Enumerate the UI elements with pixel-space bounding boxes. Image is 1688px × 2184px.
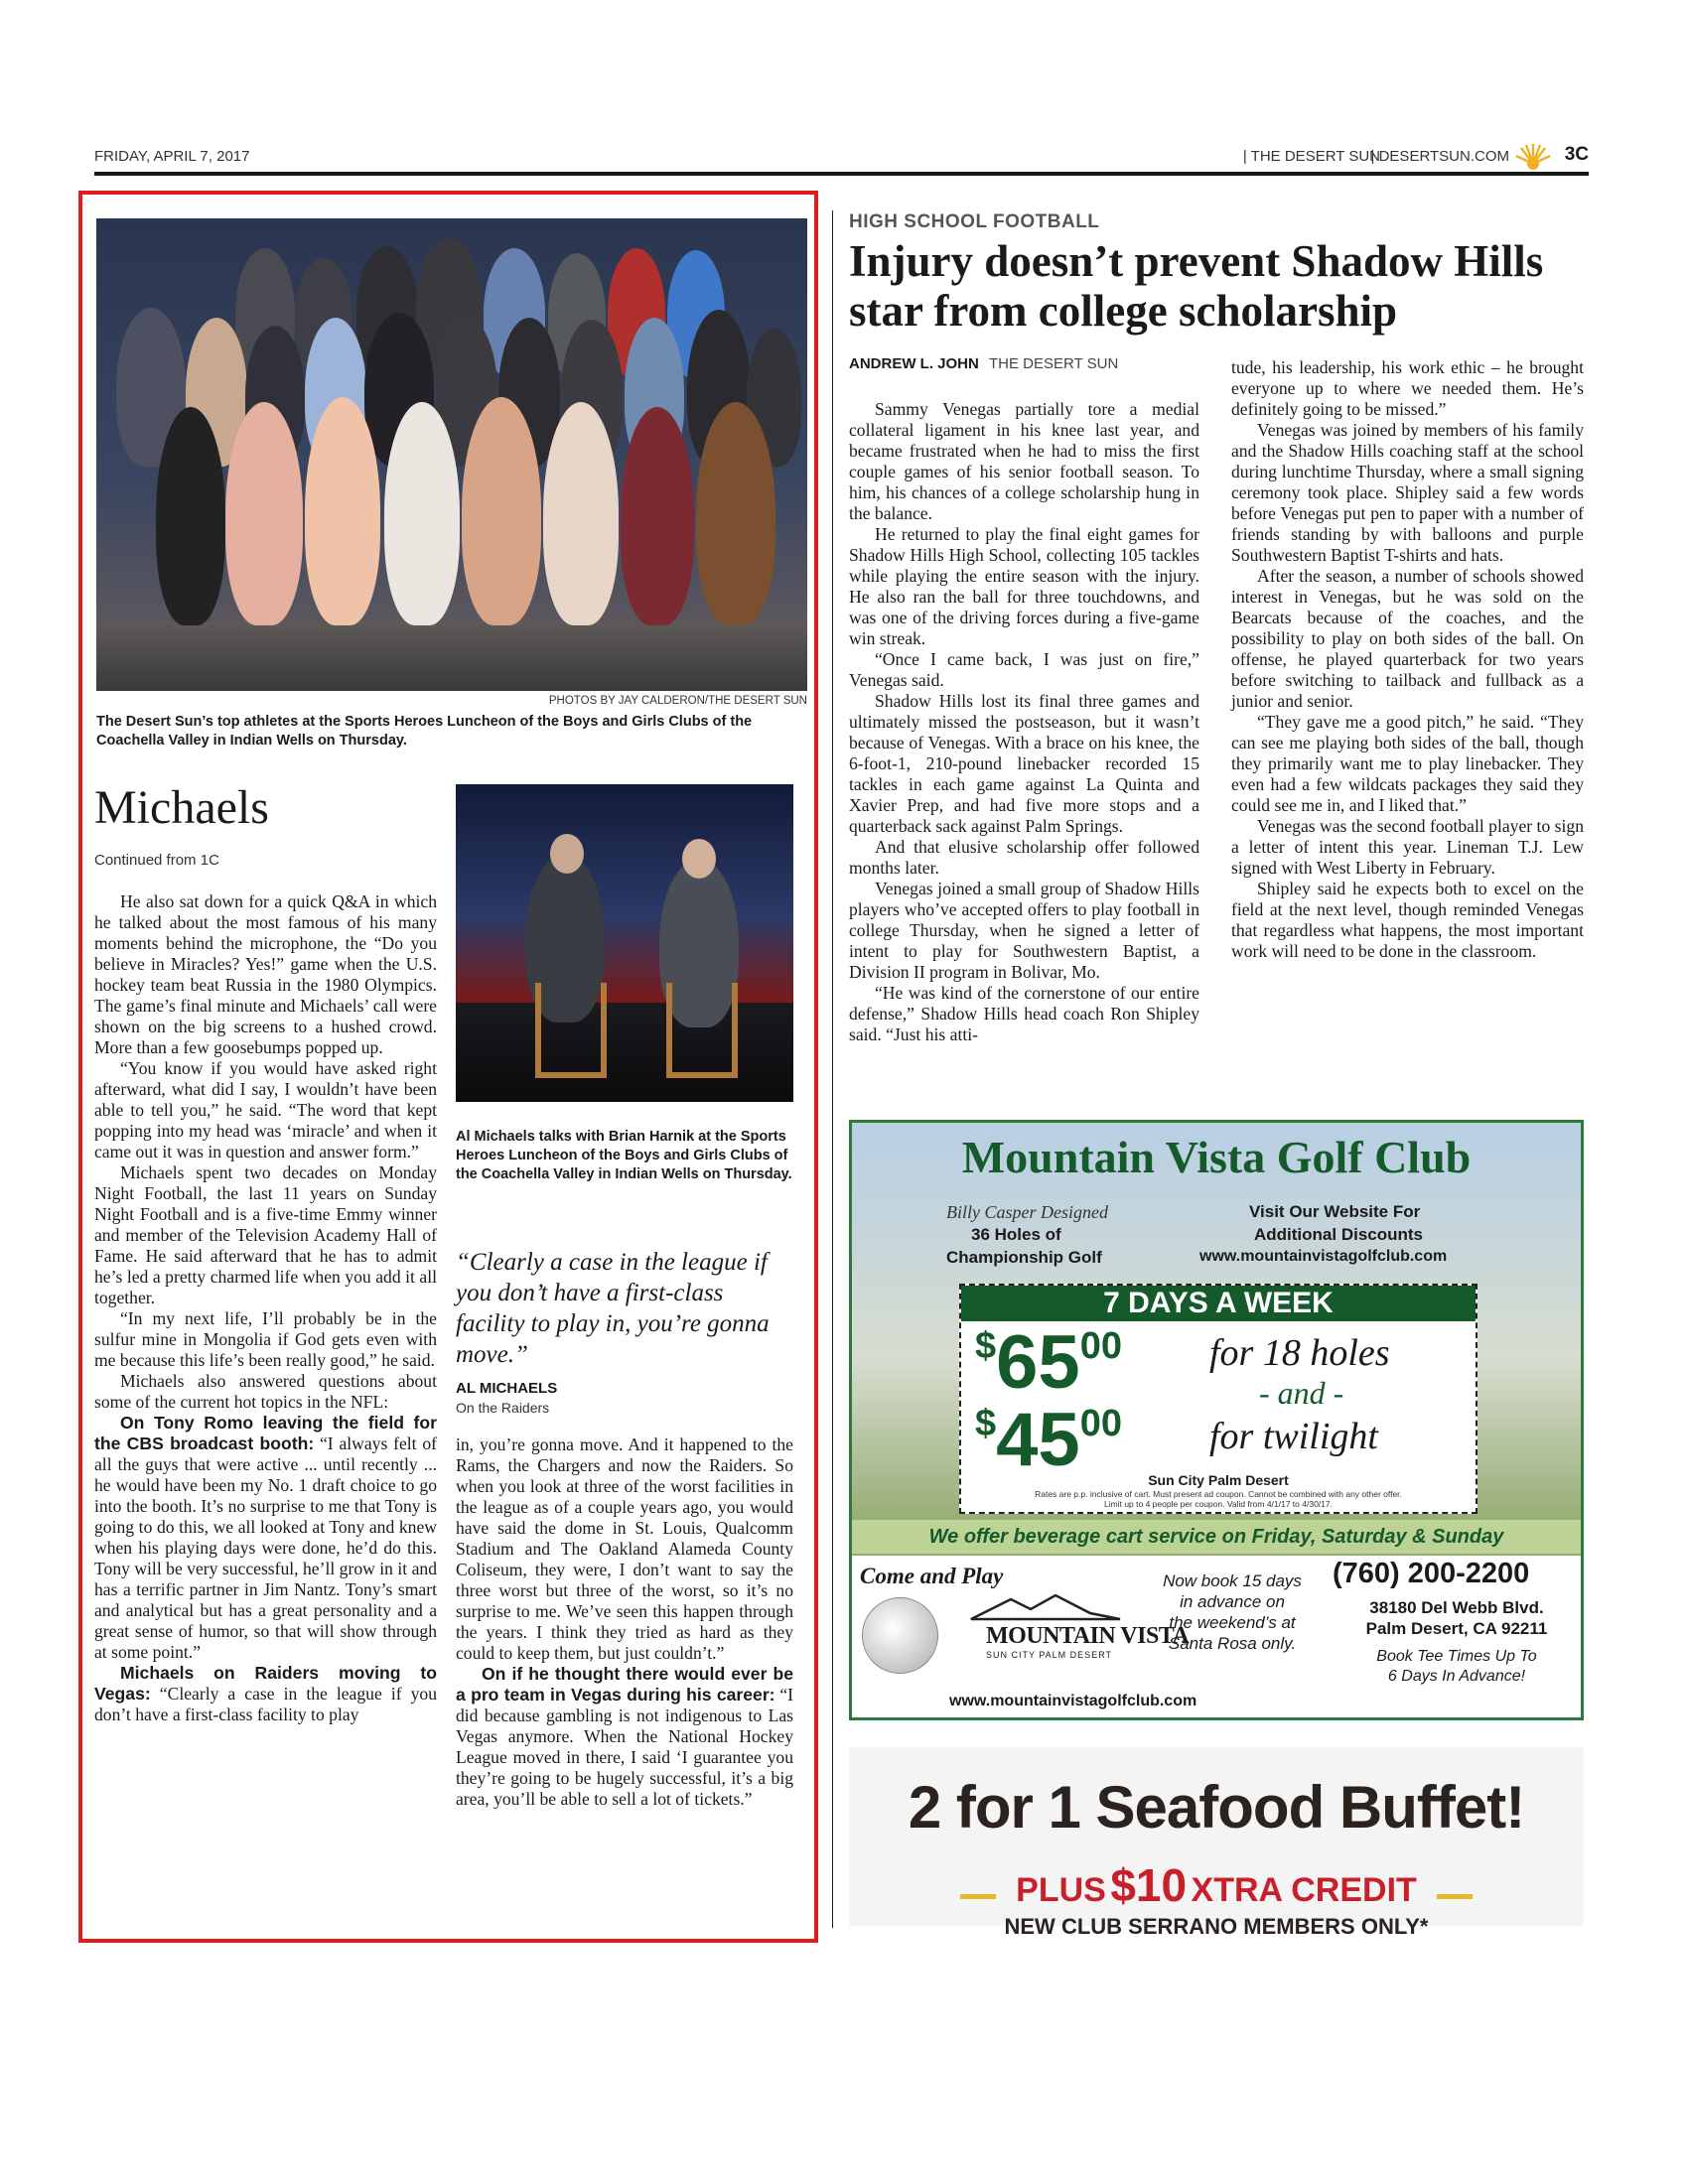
qa-subhead: On Tony Romo leaving the field for the CBS broadcast booth:	[94, 1413, 437, 1453]
sun-logo-icon	[1515, 142, 1551, 168]
story-headline: Michaels	[94, 781, 269, 834]
michaels-column-1	[94, 891, 437, 1725]
publication-name: | THE DESERT SUN	[1242, 148, 1380, 165]
athletes-group-photo	[96, 218, 807, 691]
gold-dash	[1437, 1894, 1473, 1899]
golf-championship: Championship Golf	[946, 1248, 1102, 1267]
paragraph: Venegas was joined by members of his family and the Shadow Hills coaching staff at the school during lunchtime Thursday, where a small signing ceremony took place. Shipley said a few words before Venegas put pen to paper with a number of friends standing by with balloons and purple Southwestern Baptist T-shirts and hats.	[1231, 420, 1584, 565]
seafood-headline: 2 for 1 Seafood Buffet!	[908, 1774, 1525, 1841]
seafood-amount: $10	[1110, 1859, 1188, 1911]
pull-quote-name: AL MICHAELS	[456, 1380, 558, 1397]
fine-print-line: Rates are p.p. inclusive of cart. Must present ad coupon. Cannot be combined with any other offer.	[1035, 1489, 1402, 1499]
continued-label: Continued from 1C	[94, 852, 219, 869]
mountain-logo-icon	[971, 1593, 1120, 1621]
price-cents: 00	[1079, 1403, 1122, 1444]
tee-line: 6 Days In Advance!	[1387, 1668, 1526, 1685]
issue-date: FRIDAY, APRIL 7, 2017	[94, 148, 250, 165]
paragraph: Sammy Venegas partially tore a medial collateral ligament in his knee last year, and became frustrated when he had to miss the first couple games of his senior football season. To him, his chances of a college scholarship hung in the balance.	[849, 399, 1199, 523]
paragraph: Michaels also answered questions about some of the current hot topics in the NFL:	[94, 1371, 437, 1412]
golf-logo-sub: SUN CITY PALM DESERT	[986, 1650, 1113, 1660]
price-whole: 65	[996, 1320, 1080, 1405]
golf-visit: Visit Our Website For	[1249, 1202, 1421, 1221]
page-header	[94, 144, 1589, 172]
golf-tee-note	[1338, 1647, 1575, 1687]
golf-coupon[interactable]	[959, 1284, 1477, 1514]
seafood-offer	[849, 1858, 1584, 1912]
qa-subhead: On if he thought there would ever be a pro team in Vegas during his career:	[456, 1664, 793, 1705]
golf-ad-footer	[852, 1556, 1581, 1717]
golf-ad-title: Mountain Vista Golf Club	[961, 1132, 1472, 1182]
golf-ball-icon	[862, 1597, 938, 1674]
dollar-sign: $	[975, 1403, 997, 1444]
top-photo-credit: PHOTOS BY JAY CALDERON/THE DESERT SUN	[548, 695, 807, 707]
football-column-1	[849, 399, 1199, 1045]
byline-org: THE DESERT SUN	[989, 355, 1119, 372]
paragraph: Shipley said he expects both to excel on the field at the next level, though reminded Venegas that regardless what happens, the most important work will need to be done in the classroom.	[1231, 879, 1584, 961]
paragraph: “In my next life, I’ll probably be in the sulfur mine in Mongolia if God gets even with me because this life’s been really good,” he said.	[94, 1308, 437, 1370]
michaels-photo-caption: Al Michaels talks with Brian Harnik at the Sports Heroes Luncheon of the Boys and Girls Clubs of the Coachella Valley in Indian Wells on Thursday.	[456, 1129, 792, 1182]
byline	[849, 355, 1118, 372]
top-photo-caption: The Desert Sun’s top athletes at the Sports Heroes Luncheon of the Boys and Girls Clubs of the Coachella Valley in Indian Wells on Thursday.	[96, 714, 753, 749]
golf-days-banner: 7 DAYS A WEEK	[961, 1286, 1476, 1321]
golf-location: Sun City Palm Desert	[1148, 1472, 1289, 1488]
paragraph: After the season, a number of schools showed interest in Venegas, but he was sold on the Bearcats because of the coaches, and the possibility to play on both sides of the ball. On offense, he played quarterback for two years before switching to tailback and fullback as a junior and senior.	[1231, 566, 1584, 711]
qa-answer: “Clearly a case in the league if you don’t have a first-class facility to play	[94, 1684, 437, 1724]
qa-answer: “I always felt of all the guys that were active ... until recently ... he would have been my No. 1 draft choice to go into the booth. It’s no surprise to me that Tony is going to do this, we all looked at Tony and knew when his playing days were done, he’d do this. Tony will be very successful, he’ll grow in it and has a terrific partner in Jim Nantz. Tony’s smart and analytical but has a great personality and a great sense of humor, so that will show through at some point.”	[94, 1433, 437, 1662]
paragraph: tude, his leadership, his work ethic – he brought everyone up to where we needed them. He’s definitely going to be missed.”	[1231, 357, 1584, 419]
fine-print-line: Limit up to 4 people per coupon. Valid from 4/1/17 to 4/30/17.	[1104, 1499, 1333, 1509]
address-line: Palm Desert, CA 92211	[1365, 1619, 1548, 1638]
qa-subhead: Michaels on Raiders moving to Vegas:	[94, 1663, 437, 1704]
seafood-cut-line: NEW CLUB SERRANO MEMBERS ONLY*	[1004, 1914, 1429, 1939]
pull-quote: “Clearly a case in the league if you don’t have a first-class facility to play in, you’re gonna move.”	[456, 1249, 770, 1368]
dollar-sign: $	[975, 1325, 997, 1367]
paragraph: He also sat down for a quick Q&A in which he talked about the most famous of his many moments behind the microphone, the “Do you believe in Miracles? Yes!” game when the U.S. hockey team beat Russia in the 1980 Olympics. The game’s final minute and Michaels’ call were shown on the big screens to a hushed crowd. More than a few goosebumps popped up.	[94, 891, 437, 1057]
gold-dash	[960, 1894, 996, 1899]
booking-line: Santa Rosa only.	[1168, 1634, 1297, 1653]
golf-address	[1338, 1597, 1575, 1639]
seafood-buffet-ad[interactable]	[849, 1747, 1584, 1939]
qa-answer: “I did because gambling is not indigenous to Las Vegas anymore. When the National Hockey League moved in there, I said ‘I guarantee you they’re going to be hugely successful, it’s a big area, you’ll be able to sell a lot of tickets.”	[456, 1685, 793, 1809]
golf-club-ad[interactable]	[849, 1120, 1584, 1720]
paragraph: “He was kind of the cornerstone of our entire defense,” Shadow Hills head coach Ron Shipley said. “Just his atti-	[849, 983, 1199, 1044]
golf-discounts: Additional Discounts	[1254, 1225, 1423, 1244]
booking-line: in advance on	[1180, 1592, 1285, 1611]
booking-line: the weekend’s at	[1169, 1613, 1296, 1632]
golf-price-2	[975, 1398, 1122, 1482]
seafood-plus: PLUS	[1016, 1871, 1106, 1909]
address-line: 38180 Del Webb Blvd.	[1369, 1598, 1544, 1617]
story-kicker: HIGH SCHOOL FOOTBALL	[849, 211, 1100, 232]
golf-booking-note	[1158, 1570, 1307, 1654]
golf-designed: Billy Casper Designed	[946, 1202, 1108, 1222]
paragraph: “You know if you would have asked right afterward, what did I say, I wouldn’t have been able to tell you,” he said. “The word that kept popping into my head was ‘miracle’ and when it came out it was in question and answer form.”	[94, 1058, 437, 1161]
paragraph: “They gave me a good pitch,” he said. “They can see me playing both sides of the ball, though they primarily want me to play linebacker. They even had a few wildcats packages they said they could see me in, and I liked that.”	[1231, 712, 1584, 815]
price-cents: 00	[1079, 1325, 1122, 1367]
pull-quote-title: On the Raiders	[456, 1400, 550, 1416]
football-headline: Injury doesn’t prevent Shadow Hills star from college scholarship	[849, 236, 1544, 336]
golf-and: - and -	[1259, 1375, 1344, 1411]
paragraph: Shadow Hills lost its final three games and ultimately missed the postseason, but it wasn’t because of Venegas. With a brace on his knee, the 6-foot-1, 210-pound linebacker recorded 15 tackles in each game against La Quinta and Xavier Prep, and had five more stops and a quarterback sack against Palm Springs.	[849, 691, 1199, 836]
football-column-2	[1231, 357, 1584, 962]
booking-line: Now book 15 days	[1163, 1571, 1302, 1590]
golf-logo-name: MOUNTAIN VISTA	[986, 1623, 1190, 1649]
page-number: 3C	[1564, 144, 1589, 165]
golf-beverage-banner: We offer beverage cart service on Friday, Saturday & Sunday	[852, 1520, 1581, 1554]
paragraph: “Once I came back, I was just on fire,” Venegas said.	[849, 649, 1199, 690]
byline-name: ANDREW L. JOHN	[849, 355, 979, 372]
michaels-interview-photo	[456, 784, 793, 1102]
paragraph	[94, 1663, 437, 1725]
golf-website-bottom[interactable]: www.mountainvistagolfclub.com	[949, 1693, 1197, 1709]
golf-holes: 36 Holes of	[971, 1225, 1061, 1244]
column-divider	[832, 210, 833, 1928]
golf-price-1-label: for 18 holes	[1209, 1332, 1390, 1374]
paragraph	[94, 1413, 437, 1663]
golf-come-play: Come and Play	[860, 1564, 1004, 1588]
paragraph	[456, 1664, 793, 1810]
paragraph: Michaels spent two decades on Monday Night Football, the last 11 years on Sunday Night Football and is a five-time Emmy winner and member of the Television Academy Hall of Fame. He said afterward that he has to admit he’s led a pretty charmed life when you add it all together.	[94, 1162, 437, 1307]
michaels-column-2	[456, 1434, 793, 1810]
golf-price-2-label: for twilight	[1209, 1416, 1378, 1457]
golf-price-1	[975, 1320, 1122, 1405]
paragraph: in, you’re gonna move. And it happened to the Rams, the Chargers and now the Raiders. So when you look at three of the worst facilities in the league as of a couple years ago, you would have said the dome in St. Louis, Qualcomm Stadium and The Oakland Alameda County Coliseum, they were, I don’t want to say the three worst but three of the worst, so it’s no surprise to me. We’ve seen this happen through the years. I think they tried as hard as they could to keep them, but just couldn’t.”	[456, 1434, 793, 1663]
paragraph: He returned to play the final eight games for Shadow Hills High School, collecting 105 tackles while playing the entire season with the injury. He also ran the ball for three touchdowns, and was one of the driving forces during a five-game win streak.	[849, 524, 1199, 648]
website-url: | DESERTSUN.COM	[1370, 148, 1509, 165]
tee-line: Book Tee Times Up To	[1376, 1648, 1537, 1665]
paragraph: Venegas was the second football player to sign a letter of intent this year. Lineman T.J. Lew signed with West Liberty in February.	[1231, 816, 1584, 878]
paragraph: And that elusive scholarship offer followed months later.	[849, 837, 1199, 878]
golf-fine-print	[961, 1489, 1476, 1509]
golf-website-link[interactable]: www.mountainvistagolfclub.com	[1199, 1248, 1448, 1265]
price-whole: 45	[996, 1398, 1080, 1482]
header-rule	[94, 172, 1589, 176]
seafood-credit: XTRA CREDIT	[1191, 1871, 1417, 1909]
golf-phone[interactable]: (760) 200-2200	[1333, 1558, 1530, 1589]
paragraph: Venegas joined a small group of Shadow Hills players who’ve accepted offers to play football in college Thursday, when he signed a letter of intent to play for Southwestern Baptist, a Division II program in Bolivar, Mo.	[849, 879, 1199, 982]
